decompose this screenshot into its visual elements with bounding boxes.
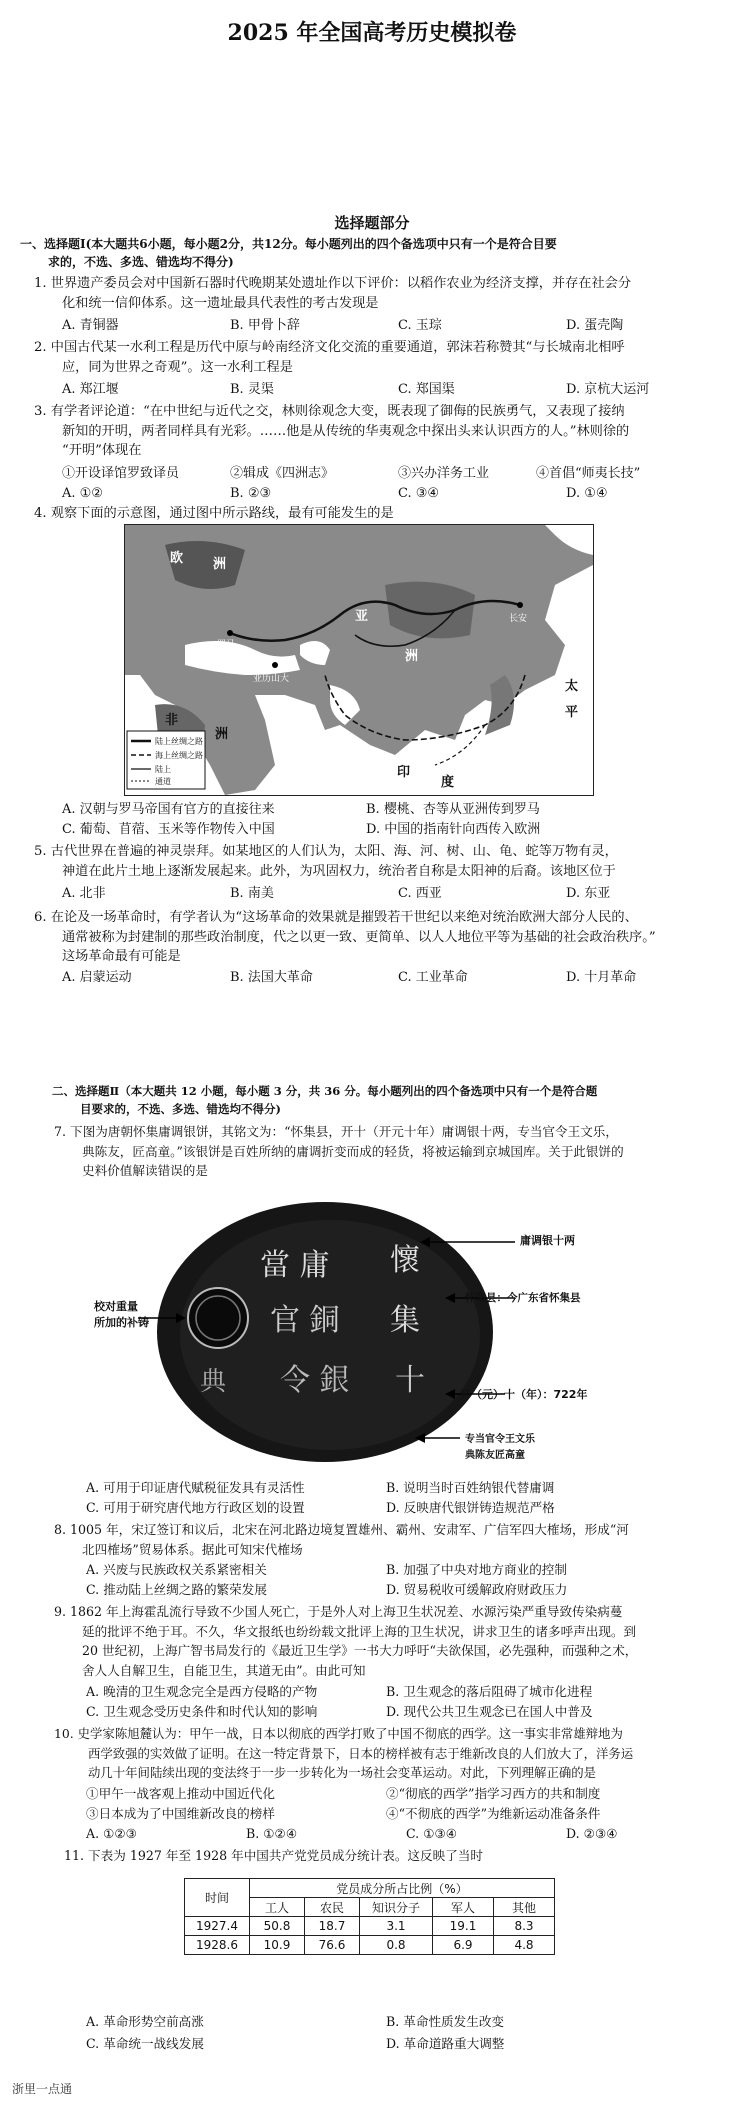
question-11-options xyxy=(86,2012,726,2032)
question-stem: 应，同为世界之奇观”。这一水利工程是 xyxy=(62,359,293,375)
question-4 xyxy=(34,504,734,524)
silver-ingot-figure xyxy=(94,1190,590,1470)
map-legend-label: 陆上 xyxy=(155,765,171,774)
question-stem: 7. 下图为唐朝怀集庸调银饼，其铭文为：“怀集县，开十（开元十年）庸调银十两，专当官令王文乐， xyxy=(54,1124,618,1139)
map-label-pacific: 平 xyxy=(565,705,579,720)
statement-item: ①甲午一战客观上推动中国近代化 xyxy=(86,1786,275,1801)
map-city-label: 罗马 xyxy=(217,640,236,650)
question-2 xyxy=(34,338,734,377)
option-a[interactable]: A. 启蒙运动 xyxy=(62,970,132,985)
annotation: 典陈友匠高童 xyxy=(465,1450,525,1461)
annotation: 庸调银十两 xyxy=(520,1234,575,1247)
table-header-cell: 时间 xyxy=(185,1879,250,1917)
footer-source: 浙里一点通 xyxy=(12,2082,73,2096)
question-stem: 通常被称为封建制的那些政治制度，代之以更一致、更简单、以人人地位平等为基础的社会政治秩序。” xyxy=(62,929,656,945)
part1-header-line: 一、选择题Ⅰ(本大题共6小题，每小题2分，共12分。每小题列出的四个备选项中只有一个是符合目要 xyxy=(20,237,557,251)
question-stem: 1. 世界遗产委员会对中国新石器时代晚期某处遗址作以下评价：以稻作农业为经济支撑，并存在社会分 xyxy=(34,276,632,291)
option-c[interactable]: C. 西亚 xyxy=(398,886,442,901)
question-stem: 8. 1005 年，宋辽签订和议后，北宋在河北路边境复置雄州、霸州、安肃军、广信军四大榷场，形成“河 xyxy=(54,1522,629,1537)
question-10-items xyxy=(86,1784,726,1804)
question-6 xyxy=(34,908,734,967)
question-stem: 动几十年间陆续出现的变法终于一步一步转化为一场社会变革运动。对此，下列理解正确的是 xyxy=(88,1765,597,1780)
option-c[interactable]: C. 工业革命 xyxy=(398,970,468,985)
table-header-row xyxy=(185,1879,555,1898)
party-composition-table xyxy=(184,1878,555,1955)
statement-item: ④首倡“师夷长技” xyxy=(536,466,641,481)
question-stem: 延的批评不绝于耳。不久，华文报纸也纷纷载文批评上海的卫生状况，讲求卫生的诸多呼声出现。到 xyxy=(82,1623,637,1639)
table-row xyxy=(185,1936,555,1955)
table-cell: 1927.4 xyxy=(185,1917,250,1936)
option-c[interactable]: C. ③④ xyxy=(398,486,440,501)
option-d[interactable]: D. 东亚 xyxy=(566,886,611,901)
question-7-options xyxy=(86,1478,726,1498)
section-title: 选择题部分 xyxy=(334,214,410,232)
data-table xyxy=(184,1878,555,1955)
question-11 xyxy=(64,1846,734,1866)
table-header-cell: 知识分子 xyxy=(360,1898,433,1917)
option-d[interactable]: D. 贸易税收可缓解政府财政压力 xyxy=(386,1582,568,1597)
map-label-africa: 洲 xyxy=(215,727,229,742)
question-stem: 2. 中国古代某一水利工程是历代中原与岭南经济文化交流的重要通道，郭沫若称赞其“与长城南北相呼 xyxy=(34,340,625,355)
statement-item: ②“彻底的西学”指学习西方的共和制度 xyxy=(386,1786,601,1801)
option-c[interactable]: C. 推动陆上丝绸之路的繁荣发展 xyxy=(86,1582,267,1597)
part2-header-line: 二、选择题Ⅱ（本大题共 12 小题，每小题 3 分，共 36 分。每小题列出的四个备选项中只有一个是符合题 xyxy=(52,1084,598,1098)
map-city-label: 长安 xyxy=(509,614,528,624)
map-legend-label: 通道 xyxy=(155,777,171,786)
option-b[interactable]: B. 南美 xyxy=(230,886,274,901)
map-label-europe: 欧 xyxy=(170,551,184,566)
option-d[interactable]: D. 十月革命 xyxy=(566,970,637,985)
question-9-options xyxy=(86,1702,726,1722)
question-stem: 神道在此片土地上逐渐发展起来。此外，为巩固权力，统治者自称是太阳神的后裔。该地区位于 xyxy=(62,863,616,879)
option-b[interactable]: B. 说明当时百姓纳银代替庸调 xyxy=(386,1480,555,1495)
table-cell: 10.9 xyxy=(250,1936,305,1955)
table-cell: 50.8 xyxy=(250,1917,305,1936)
question-stem: 6. 在论及一场革命时，有学者认为“这场革命的效果就是摧毁若干世纪以来绝对统治欧洲大部分人民的、 xyxy=(34,910,638,925)
option-d[interactable]: D. 革命道路重大调整 xyxy=(386,2036,505,2051)
question-stem: 5. 古代世界在普遍的神灵崇拜。如某地区的人们认为，太阳、海、河、树、山、龟、蛇等万物有灵， xyxy=(34,844,618,859)
option-a[interactable]: A. ①②③ xyxy=(86,1826,137,1841)
silk-road-map xyxy=(124,524,594,796)
svg-text:官 銅: 官 銅 xyxy=(270,1303,340,1338)
option-d[interactable]: D. ①④ xyxy=(566,486,608,501)
option-c[interactable]: C. 玉琮 xyxy=(398,318,442,333)
part2-header-line: 目要求的，不选、多选、错选均不得分) xyxy=(80,1102,281,1116)
question-9 xyxy=(54,1602,734,1680)
option-b[interactable]: B. 加强了中央对地方商业的控制 xyxy=(386,1562,567,1577)
question-stem: 舍人人自解卫生，自能卫生，其道无由”。由此可知 xyxy=(82,1662,366,1678)
statement-item: ③日本成为了中国维新改良的榜样 xyxy=(86,1806,275,1821)
part2-header xyxy=(52,1082,737,1118)
option-d[interactable]: D. 京杭大运河 xyxy=(566,382,650,397)
table-cell: 19.1 xyxy=(433,1917,494,1936)
map-legend-label: 海上丝绸之路 xyxy=(155,751,203,760)
option-b[interactable]: B. 甲骨卜辞 xyxy=(230,318,300,333)
question-8 xyxy=(54,1520,734,1559)
option-a[interactable]: A. 北非 xyxy=(62,886,106,901)
statement-item: ②辑成《四洲志》 xyxy=(230,466,335,481)
map-label-africa: 非 xyxy=(165,713,179,728)
option-a[interactable]: A. 兴废与民族政权关系紧密相关 xyxy=(86,1562,267,1577)
svg-text:當 庸: 當 庸 xyxy=(260,1248,330,1283)
map-label-asia: 洲 xyxy=(405,649,419,664)
annotation: 所加的补铸 xyxy=(94,1316,149,1329)
table-header-cell: 农民 xyxy=(305,1898,360,1917)
map-label-pacific: 太 xyxy=(565,679,579,694)
option-c[interactable]: C. 可用于研究唐代地方行政区划的设置 xyxy=(86,1500,305,1515)
map-legend-label: 陆上丝绸之路 xyxy=(155,737,203,746)
table-cell: 3.1 xyxy=(360,1917,433,1936)
option-c[interactable]: C. ①③④ xyxy=(406,1826,458,1841)
question-11-options xyxy=(86,2034,726,2054)
question-8-options xyxy=(86,1580,726,1600)
option-c[interactable]: C. 葡萄、苜蓿、玉米等作物传入中国 xyxy=(62,822,275,837)
option-a[interactable]: A. 可用于印证唐代赋税征发具有灵活性 xyxy=(86,1480,305,1495)
question-7 xyxy=(54,1122,734,1181)
map-label-europe: 洲 xyxy=(213,557,227,572)
option-b[interactable]: B. ①②④ xyxy=(246,1826,298,1841)
question-stem: 11. 下表为 1927 年至 1928 年中国共产党党员成分统计表。这反映了当时 xyxy=(64,1848,483,1863)
table-header-cell: 军人 xyxy=(433,1898,494,1917)
table-cell: 76.6 xyxy=(305,1936,360,1955)
option-b[interactable]: B. ②③ xyxy=(230,486,272,501)
table-header-cell: 工人 xyxy=(250,1898,305,1917)
option-b[interactable]: B. 法国大革命 xyxy=(230,970,313,985)
part1-header xyxy=(20,235,735,271)
question-stem: 20 世纪初，上海广智书局发行的《最近卫生学》一书大力呼吁“夫欲保国，必先强种，而强种之术， xyxy=(82,1643,638,1658)
option-c[interactable]: C. 卫生观念受历史条件和时代认知的影响 xyxy=(86,1704,318,1719)
statement-item: ④“不彻底的西学”为维新运动准备条件 xyxy=(386,1806,601,1821)
question-stem: 化和统一信仰体系。这一遗址最具代表性的考古发现是 xyxy=(62,295,379,311)
question-10-options xyxy=(86,1824,726,1844)
option-a[interactable]: A. 郑江堰 xyxy=(62,382,119,397)
question-stem: 新知的开明，两者同样具有光彩。……他是从传统的华夷观念中探出头来认识西方的人。”林则徐的 xyxy=(62,423,630,439)
question-4-options xyxy=(62,820,732,840)
svg-text:集: 集 xyxy=(390,1303,420,1338)
map-label-indian-ocean: 度 xyxy=(441,775,455,790)
question-5-options xyxy=(62,884,732,904)
table-cell: 1928.6 xyxy=(185,1936,250,1955)
question-stem: 西学致强的实效做了证明。在这一特定背景下，日本的榜样被有志于维新改良的人们放大了，洋务运 xyxy=(88,1745,634,1761)
question-3-items xyxy=(62,464,732,484)
option-b[interactable]: B. 樱桃、杏等从亚洲传到罗马 xyxy=(366,802,540,817)
question-stem: 3. 有学者评论道：“在中世纪与近代之交，林则徐观念大变，既表现了御侮的民族勇气，又表现了接纳 xyxy=(34,404,625,419)
table-cell: 6.9 xyxy=(433,1936,494,1955)
option-b[interactable]: B. 革命性质发生改变 xyxy=(386,2014,505,2029)
question-1-options xyxy=(62,316,732,336)
option-c[interactable]: C. 郑国渠 xyxy=(398,382,455,397)
option-b[interactable]: B. 卫生观念的落后阻碍了城市化进程 xyxy=(386,1684,593,1699)
question-5 xyxy=(34,842,734,881)
table-cell: 18.7 xyxy=(305,1917,360,1936)
option-a[interactable]: A. 革命形势空前高涨 xyxy=(86,2014,204,2029)
option-d[interactable]: D. 蛋壳陶 xyxy=(566,318,624,333)
question-3-options xyxy=(62,484,732,504)
option-d[interactable]: D. ②③④ xyxy=(566,1826,618,1841)
question-stem: 北四榷场”贸易体系。据此可知宋代榷场 xyxy=(82,1541,303,1557)
svg-text:令 銀: 令 銀 xyxy=(280,1363,350,1398)
option-b[interactable]: B. 灵渠 xyxy=(230,382,274,397)
question-3 xyxy=(34,402,734,461)
statement-item: ③兴办洋务工业 xyxy=(398,466,490,481)
annotation: 开（元）十（年）：722年 xyxy=(460,1388,588,1401)
question-10-items xyxy=(86,1804,726,1824)
option-a[interactable]: A. 晚清的卫生观念完全是西方侵略的产物 xyxy=(86,1684,318,1699)
map-city-label: 亚历山大 xyxy=(253,674,290,684)
table-cell: 0.8 xyxy=(360,1936,433,1955)
part1-header-line: 求的，不选、多选、错选均不得分) xyxy=(48,255,234,269)
option-d[interactable]: D. 中国的指南针向西传入欧洲 xyxy=(366,822,541,837)
question-stem: 典陈友，匠高童。”该银饼是百姓所纳的庸调折变而成的轻货，将被运输到京城国库。关于此银饼的 xyxy=(82,1143,624,1159)
table-row xyxy=(185,1917,555,1936)
option-d[interactable]: D. 现代公共卫生观念已在国人中普及 xyxy=(386,1704,593,1719)
question-stem: 4. 观察下面的示意图，通过图中所示路线，最有可能发生的是 xyxy=(34,506,394,521)
option-d[interactable]: D. 反映唐代银饼铸造规范严格 xyxy=(386,1500,555,1515)
table-header-cell: 党员成分所占比例（%） xyxy=(250,1879,555,1898)
option-a[interactable]: A. 汉朝与罗马帝国有官方的直接往来 xyxy=(62,802,275,817)
annotation: 校对重量 xyxy=(94,1300,138,1313)
option-a[interactable]: A. ①② xyxy=(62,486,103,501)
annotation: 怀集县：今广东省怀集县 xyxy=(465,1292,581,1304)
map-label-indian-ocean: 印 xyxy=(397,765,411,780)
question-7-options xyxy=(86,1498,726,1518)
question-stem: 9. 1862 年上海霍乱流行导致不少国人死亡，于是外人对上海卫生状况差、水源污染严重导致传染病蔓 xyxy=(54,1604,623,1619)
question-4-options xyxy=(62,800,732,820)
table-cell: 4.8 xyxy=(494,1936,555,1955)
table-cell: 8.3 xyxy=(494,1917,555,1936)
question-8-options xyxy=(86,1560,726,1580)
question-2-options xyxy=(62,380,732,400)
map-label-asia: 亚 xyxy=(355,609,369,624)
svg-text:典: 典 xyxy=(200,1367,227,1397)
option-a[interactable]: A. 青铜器 xyxy=(62,318,119,333)
question-1 xyxy=(34,274,734,313)
question-stem: “开明”体现在 xyxy=(62,443,142,458)
statement-item: ①开设译馆罗致译员 xyxy=(62,466,180,481)
option-c[interactable]: C. 革命统一战线发展 xyxy=(86,2036,204,2051)
page-title: 2025 年全国高考历史模拟卷 xyxy=(227,20,517,46)
svg-text:十: 十 xyxy=(395,1363,425,1398)
table-header-cell: 其他 xyxy=(494,1898,555,1917)
question-stem: 这场革命最有可能是 xyxy=(62,949,181,964)
question-10 xyxy=(54,1724,734,1783)
svg-text:懷: 懷 xyxy=(390,1243,420,1278)
question-9-options xyxy=(86,1682,726,1702)
question-6-options xyxy=(62,968,732,988)
question-stem: 史料价值解读错误的是 xyxy=(82,1163,208,1178)
question-stem: 10. 史学家陈旭麓认为：甲午一战，日本以彻底的西学打败了中国不彻底的西学。这一事实非常雄辩地为 xyxy=(54,1726,623,1741)
annotation: 专当官令王文乐 xyxy=(465,1434,535,1445)
